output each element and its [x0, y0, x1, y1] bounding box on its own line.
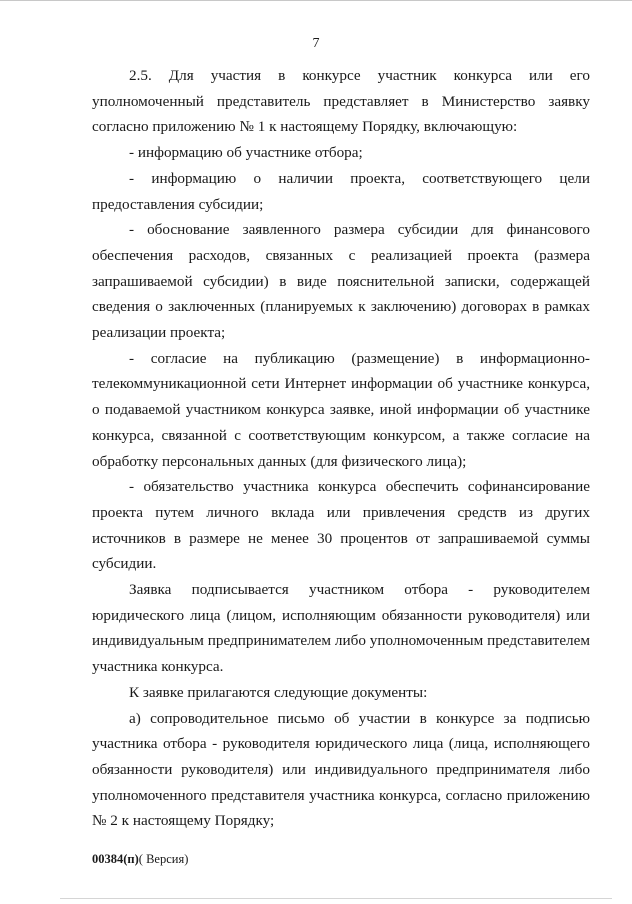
document-code: 00384(п)	[92, 852, 139, 866]
list-item-publication-consent: - согласие на публикацию (размещение) в информационно-телекоммуникационной сети Интернет информации об участнике конкурса, о подаваемой участником конкурса заявке, иной информации об участнике конкурса, связанной с соответствующим конкурсом, а также согласие на обработку персональных данных (для физического лица);	[92, 349, 590, 470]
paragraph-2-5: 2.5. Для участия в конкурсе участник конкурса или его уполномоченный представитель представляет в Министерство заявку согласно приложению № 1 к настоящему Порядку, включающую:	[92, 67, 590, 136]
list-item-cover-letter: а) сопроводительное письмо об участии в конкурсе за подписью участника отбора - руководителя юридического лица (лица, исполняющего обязанности руководителя) или индивидуального предпринимателя либо уполномоченного представителя участника конкурса, согласно приложению № 2 к настоящему Порядку;	[92, 709, 590, 830]
paragraph-attached-documents: К заявке прилагаются следующие документы:	[129, 683, 428, 701]
list-item-project-info: - информацию о наличии проекта, соответствующего цели предоставления субсидии;	[92, 169, 590, 213]
list-item-subsidy-justification: - обоснование заявленного размера субсидии для финансового обеспечения расходов, связанных с реализацией проекта (размера запрашиваемой субсидии) в виде пояснительной записки, содержащей сведения о заключенных (планируемых к заключению) договорах в рамках реализации проекта;	[92, 221, 590, 342]
scan-edge-top	[0, 0, 632, 1]
document-footer	[92, 852, 188, 867]
list-item-participant-info: - информацию об участнике отбора;	[129, 144, 363, 162]
scan-edge-bottom	[60, 898, 612, 899]
page-number: 7	[312, 36, 320, 51]
document-version: ( Версия)	[138, 852, 189, 866]
document-body	[92, 63, 590, 834]
list-item-cofinancing-obligation: - обязательство участника конкурса обеспечить софинансирование проекта путем личного вклада или привлечения средств из других источников в размере не менее 30 процентов от запрашиваемой суммы субсидии.	[92, 478, 590, 573]
paragraph-application-signature: Заявка подписывается участником отбора - руководителем юридического лица (лицом, исполняющим обязанности руководителя) или индивидуальным предпринимателем либо уполномоченным представителем участника конкурса.	[92, 581, 590, 676]
